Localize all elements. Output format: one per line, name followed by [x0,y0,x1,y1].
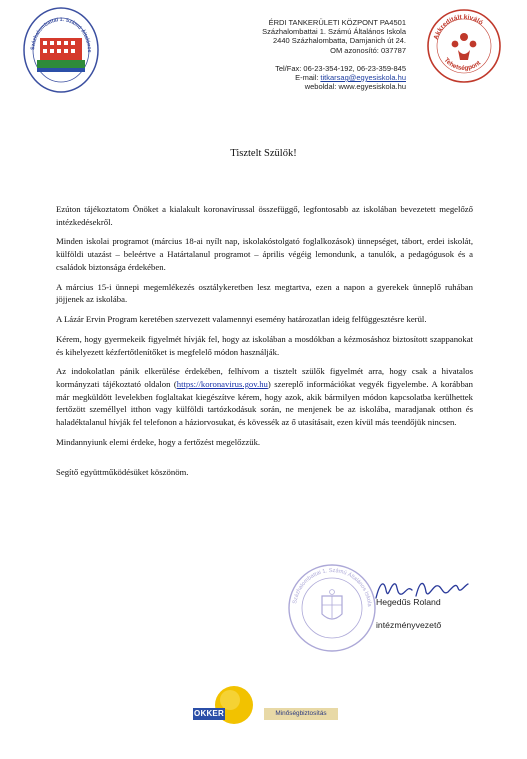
paragraph: A március 15-i ünnepi megemlékezés osztálykeretben lesz megtartva, ezen a napon a gyerekek ünneplő ruhában jöjjenek az iskolába. [56,281,473,305]
greeting: Tisztelt Szülők! [230,148,297,159]
header-line: ÉRDI TANKERÜLETI KÖZPONT PA4501 [268,18,406,27]
website-line: weboldal: www.egyesiskola.hu [304,82,406,92]
paragraph-text: Az indokolatlan pánik elkerülése érdekében, felhívom a tisztelt szülők figyelmét arra, hogy csak a hivatalos kormányzati tájékoztató oldalon ( [56,366,473,390]
talent-point-logo [424,6,504,86]
phone-fax: Tel/Fax: 06-23-354-192, 06-23-359-845 [275,63,406,73]
paragraph: A Lázár Ervin Program keretében szervezett valamennyi esemény határozatlan ideig felfüggesztésre kerül. [56,314,427,325]
school-stamp [286,562,378,654]
closing: Segítő együttműködésüket köszönöm. [56,467,189,478]
email-label: E-mail: [295,73,319,83]
okker-subtitle: Minőségbiztosítás [264,708,338,720]
header-line: OM azonosító: 037787 [330,45,406,55]
school-header [196,18,406,91]
koronavirus-link[interactable]: https://koronavirus.gov.hu [176,379,268,390]
logo-top-text: Akkreditált kiváló [432,13,485,41]
header-line: 2440 Százhalombatta, Damjanich út 24. [273,36,406,46]
stamp-text: Százhalombattai 1. Számú Általános Iskola [292,567,373,607]
email-line [196,73,406,82]
email-link[interactable]: titkarsag@egyesiskola.hu [320,73,406,83]
header-line: Százhalombattai 1. Számú Általános Iskola [262,27,406,37]
school-logo-text: Százhalombattai 1. Számú Általános [30,16,93,53]
paragraph-text: ) szereplő információkat vegyék figyelembe. A korábban már megküldött levelekben foglaltakat kiegészítve kérem, hogy azok, akik bármilyen módon kapcsolatba kerülhettek fertőzött személlyel itthon vagy külföldi tartózkodásuk során, ne menjenek be az iskolába, maradjanak otthon és haladéktalanul hívják fel telefonon a háziorvosukat, és kövessék az ő utasításait, ezen kívül más teendőjük nincsen. [56,379,473,427]
signatory-name: Hegedűs Roland [376,597,441,607]
school-logo [22,6,100,94]
signatory-title: intézményvezető [376,620,442,630]
logo-bottom-text: Tehetségpont [442,56,483,73]
paragraph: Minden iskolai programot (március 18-ai nyílt nap, iskolakóstolgató foglalkozások) ünnepséget, tábort, erdei iskolát, külföldi utazást – beleértve a Határtalanul programot – április végéig lemondunk, a tanulók, a pedagógusok és a családok biztonsága érdekében. [56,236,473,272]
paragraph: Ezúton tájékoztatom Önöket a kialakult koronavírussal összefüggő, legfontosabb az iskolában bevezetett megelőző intézkedésekről. [56,204,473,227]
okker-label: OKKER [194,709,224,718]
letter-body [56,203,473,486]
paragraph: Mindannyiunk elemi érdeke, hogy a fertőzést megelőzzük. [56,436,261,447]
paragraph: Kérem, hogy gyermekeik figyelmét hívják fel, hogy az iskolában a mosdókban a kézmosáshoz biztosított szappanokat és kihelyezett kézfertőtlenítőket is megfelelő módon használják. [56,333,473,357]
paragraph-with-link [56,365,473,428]
